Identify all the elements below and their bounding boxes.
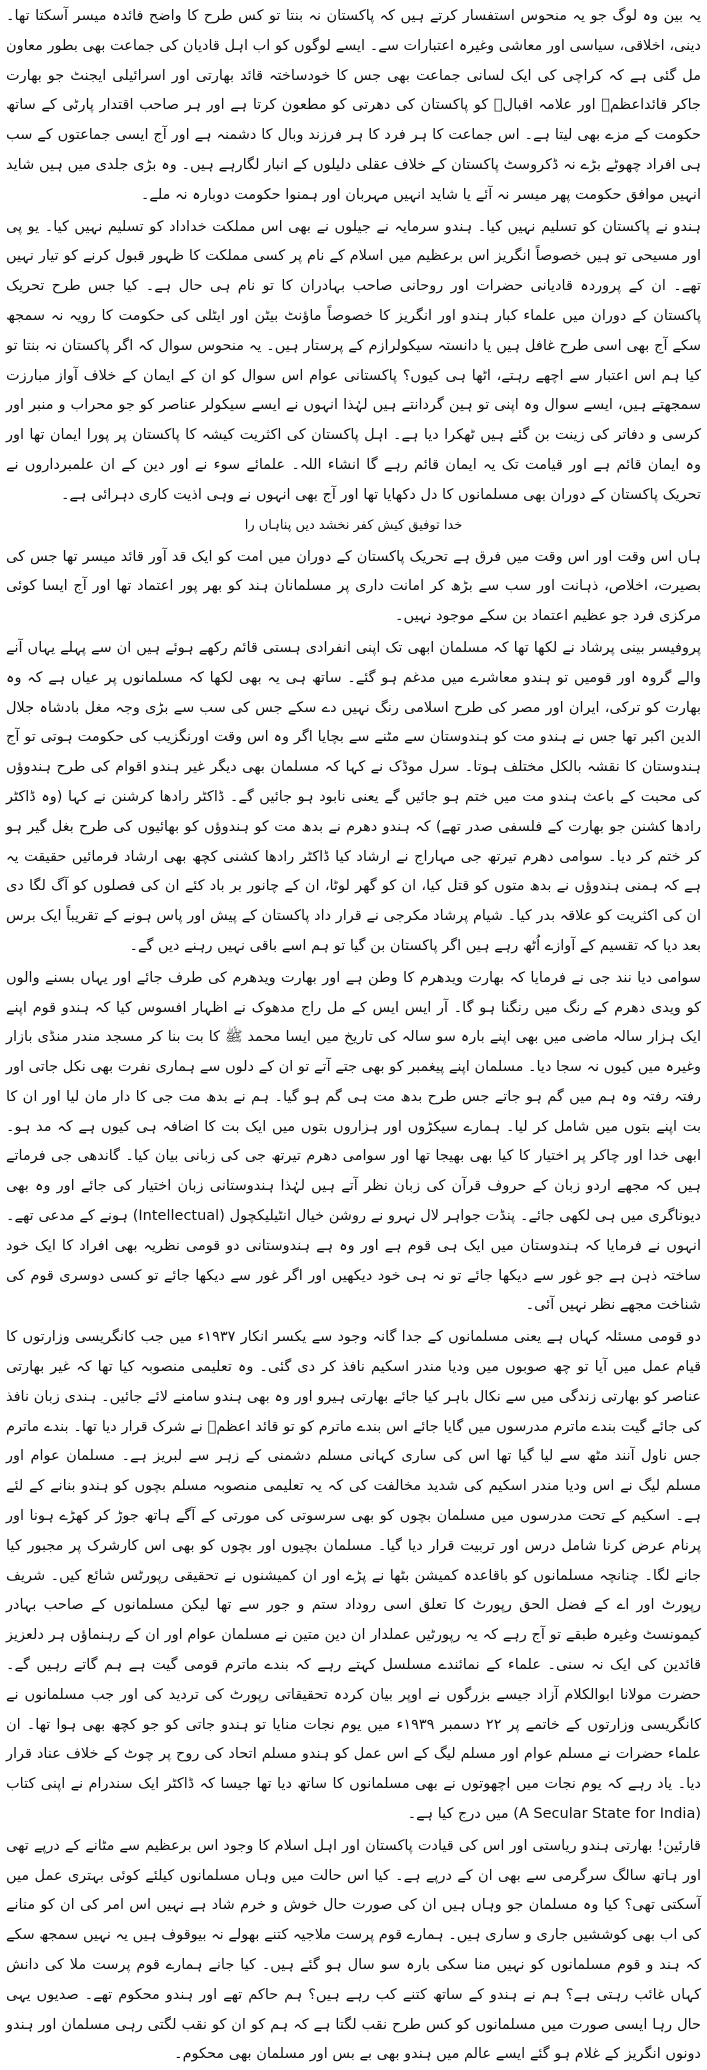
article-paragraph-3: ہاں اس وقت اور اس وقت میں فرق ہے تحریک پاکستان کے دوران میں امت کو ایک قد آور قائد میسر تھا جس کی بصیرت، اخلاص، ذہانت اور سب سے بڑھ کر امانت داری پر مسلمانان ہند کو بھر پور اعتماد تھا اور آج ایسا کوئی مرکزی فرد جو عظیم اعتماد بن سکے موجود نہیں۔ [6,548,701,625]
article-subheading: خدا توفیق کیش کفر نخشد دیں پناہاں را [244,517,463,533]
article-paragraph-5: سوامی دیا نند جی نے فرمایا کہ بھارت ویدھرم کا وطن ہے اور بھارت ویدھرم کی طرف جائے اور یہاں بسنے والوں کو ویدی دھرم کے رنگ میں رنگنا ہو گا۔ آر ایس ایس کے مل راج مدھوک نے اظہار افسوس کیا کہ ہندو قوم اپنے ایک ہزار سالہ ماضی میں بھی اپنے بارہ سو سالہ کی تاریخ میں ایسا محمد ﷺ کا بت بنا کر مسجد مندر منڈی بازار وغیرہ میں کیوں نہ سجا دیا۔ مسلمان اپنے پیغمبر کو بھی جتے آتے تو ان کے دلوں سے ہماری نفرت بھی نکل جاتی اور رفتہ رفتہ وہ ہم میں گم ہو جاتے جس طرح بدھ مت ہی گم ہو گیا۔ ہم نے بدھ مت جی کا دار مان لیا اور ان کا بت اپنے بتوں میں شامل کر لیا۔ ہمارے سیکڑوں اور ہزاروں بتوں میں ایک بت کا اضافہ ہی کیوں ہے کہ مد ہو۔ ابھی خدا اور چاکر پر اختیار کا کیا بھی بھیجا تھا اور سوامی دھرم تیرتھ جی کی زبانی بیان کیا۔ گاندھی جی فرماتے ہیں کہ مجھے اردو زبان کے حروف قرآن کی زبان نظر آتے ہیں لہٰذا ہندوستانی زبان اختیار کی جائے اور وہ بھی دیوناگری میں ہی لکھی جائے۔ پنڈت جواہر لال نہرو نے روشن خیال انٹیلیکچول (Intellectual) ہونے کے مدعی تھے۔ انہوں نے فرمایا کہ ہندوستان میں ایک ہی قوم ہے اور وہ ہے ہندوستانی دو قومی نظریہ بھی افراد کا ایک خود ساختہ ذہن ہے جو غور سے دیکھا جائے تو نہ ہی خود دیکھیں اور اگر غور سے دیکھا جائے تو کسی دوسری قوم کی شناخت مجھے نظر نہیں آئی۔ [6,969,701,1314]
article-paragraph-6: دو قومی مسئلہ کہاں ہے یعنی مسلمانوں کے جدا گانہ وجود سے یکسر انکار ۱۹۳۷ء میں جب کانگریسی وزارتوں کا قیام عمل میں آیا تو چھ صوبوں میں ودیا مندر اسکیم نافذ کر دی گئی۔ وہ تعلیمی منصوبہ کیا تھا کہ غیر بھارتی عناصر کو بھارتی زندگی میں سے نکال باہر کیا جائے بھارتی ہیرو اور وہ بھی ہندو سامنے لائے جائیں۔ ہندی زبان نافذ کی جائے گیت بندے ماترم مدرسوں میں گایا جائے اس بندے ماترم کو تو قائد اعظمؒ نے شرک قرار دیا تھا۔ بندے ماترم جس ناول آنند مٹھ سے لیا گیا تھا اس کی ساری کہانی مسلم دشمنی کے زہر سے لبریز ہے۔ مسلمان عوام اور مسلم لیگ نے اس ودیا مندر اسکیم کی شدید مخالفت کی کہ یہ تعلیمی منصوبہ مسلم بچوں کو ہندو بنانے کے لئے ہے۔ اسکیم کے تحت مدرسوں میں مسلمان بچوں کو بھی سرسوتی کی مورتی کے آگے ہاتھ جوڑ کر کھڑے ہونا اور پرنام عرض کرنا شامل درس اور تربیت قرار دیا گیا۔ مسلمان بچیوں اور بچوں کو بھی اس کارشرک پر مجبور کیا جانے لگا۔ چنانچہ مسلمانوں کو باقاعدہ کمیشن بٹھا نے پڑے اور ان کمیشنوں نے تحقیقی رپورٹس شائع کیں۔ شریف رپورٹ اور اے کے فضل الحق رپورٹ کا تعلق اسی روداد ستم و جور سے تھا لیکن مسلمانوں کے صاحب بہادر کیمونسٹ وغیرہ طبقے تو آج رہے کہ یہ رپورٹیں عملدار ان دین متین نے مسلمان عوام اور ان کے رہنماؤں ہر دلعزیز قائدین کی ایک نہ سنی۔ علماء کے نمائندے مسلسل کہتے رہے کہ بندے ماترم قومی گیت ہے ہم گاتے رہیں گے۔ حضرت مولانا ابوالکلام آزاد جیسے بزرگوں نے اوپر بیان کردہ تحقیقاتی رپورٹ کی تردید کی اور جب مسلمانوں نے کانگریسی وزارتوں کے خاتمے پر ۲۲ دسمبر ۱۹۳۹ء میں یوم نجات منایا تو ہندو جاتی کو جو کچھ بھی ہوا تھا۔ ان علماء حضرات نے مسلم عوام اور مسلم لیگ کے اس عمل کو ہندو مسلم اتحاد کی روح پر چوٹ کے خلاف عناد قرار دیا۔ یاد رہے کہ یوم نجات میں اچھوتوں نے بھی مسلمانوں کا ساتھ دیا تھا جیسا کہ ڈاکٹر ایک سندرام نے اپنی کتاب (A Secular State for India) میں درج کیا ہے۔ [6,1329,701,1823]
article-paragraph-1: یہ بین وہ لوگ جو یہ منحوس استفسار کرتے ہیں کہ پاکستان نہ بنتا تو کس طرح کا واضح فائدہ میسر آسکتا تھا۔ دینی، اخلاقی، سیاسی اور معاشی وغیرہ اعتبارات سے۔ ایسے لوگوں کو اب اہل قادیان کی جماعت بھی بطور معاون مل گئی ہے کہ کراچی کی ایک لسانی جماعت بھی جس کا خودساختہ قائد بھارتی اور اسرائیلی ایجنٹ جو بھارت جاکر قائداعظمؒ اور علامہ اقبالؒ کو پاکستان کی دھرتی کو مطعون کرتا ہے اور ہر صاحب اقتدار پارٹی کے ساتھ حکومت کے مزے بھی لیتا ہے۔ اس جماعت کا ہر فرد کا ہر فرزند وبال کا دشمنہ ہے اور آج ایسی جماعتوں کے سب ہی افراد چھوٹے بڑے نہ ڈکروسٹ پاکستان کے خلاف عقلی دلیلوں کے انبار لگارہے ہیں۔ وہ بڑی جلدی میں ہیں شاید انہیں موافق حکومت پھر میسر نہ آئے یا شاید انہیں مہربان اور ہمنوا حکومت دوبارہ نہ ملے۔ [6,8,701,203]
article-paragraph-7: قارئین! بھارتی ہندو ریاستی اور اس کی قیادت پاکستان اور اہل اسلام کا وجود اس برعظیم سے مٹانے کے درپے تھی اور ہاتھ سالگ سرگرمی سے بھی ان کے درپے ہے۔ کیا اس حالت میں وہاں مسلمانوں کیلئے کوئی بہتری عمل میں آسکتی تھی؟ کیا وہ مسلمان جو وہاں ہیں ان کی صورت حال خوش و خرم شاد ہے نہیں اس امر کی ان کو منانے کی اب بھی کوششیں جاری و ساری ہیں۔ ہمارے قوم پرست ملاجیہ کتنے بھولے نہ بیوقوف ہیں یہ نہیں سمجھ سکے کہ ہند و قوم مسلمانوں کو نہیں منا سکی بارہ سو سال ہو گئے ہیں۔ کیا جانے ہمارے قوم پرست ملا کی دانش کہاں غائب رہتی ہے؟ ہم نے ہندو کے ساتھ کتنے کب رہے ہیں؟ ہم حاکم تھے اور ہندو محکوم تھے۔ صدیوں یہی حال رہا ایسی صورت میں مسلمانوں کو کس طرح نقب لگتا ہے کہ ہم کو ان کو نقب لگتی رہی مسلمان اور ہندو دونوں انگریز کے غلام ہو گئے ایسے عالم میں ہندو بھی بے بس اور مسلمان بھی محکوم۔ [6,1837,701,2063]
article-paragraph-2: ہندو نے پاکستان کو تسلیم نہیں کیا۔ ہندو سرمایہ نے جیلوں نے بھی اس مملکت خداداد کو تسلیم نہیں کیا۔ یو پی اور مسیحی تو ہیں خصوصاً انگریز اس برعظیم میں اسلام کے نام پر کسی مملکت کا ظہور قبول کرنے کو تیار نہیں تھے۔ ان کے پروردہ قادیانی حضرات اور روحانی صاحب بہادران کا تو نام ہی حال ہے۔ کیا جس طرح تحریک پاکستان کے دوران میں علماء کبار ہندو اور انگریز کا خصوصاً ماؤنٹ بیٹن اور ایٹلی کی حکومت کا رویہ نہ سمجھ سکے آج بھی اسی طرح غافل ہیں یا دانستہ سیکولرازم کے پرستار ہیں۔ یہ منحوس سوال کہ اگر پاکستان نہ بنتا تو کیا ہم اس اعتبار سے اچھے رہتے، اٹھا ہی کیوں؟ پاکستانی عوام اس سوال کو ان کے ایمان کے خلاف آواز مبارزت سمجھتے ہیں، ایسے سوال وہ اپنی تو ہین گردانتے ہیں لہٰذا انہوں نے ایسے سیکولر عناصر کو جو محراب و منبر اور کرسی و دفاتر کی زینت بن گئے ہیں ٹھکرا دیا ہے۔ اہل پاکستان کی اکثریت کیشہ کا پاکستان پر پورا ایمان تھا اور وہ ایمان قائم ہے اور قیامت تک یہ ایمان قائم رہے گا انشاء اللہ۔ علمائے سوء نے اور دین کے ان علمبرداروں نے تحریک پاکستان کے دوران بھی مسلمانوں کا دل دکھایا تھا اور آج بھی انہوں نے وہی اذیت کاری دہرائی ہے۔ [6,218,701,503]
article-paragraph-4: پروفیسر بینی پرشاد نے لکھا تھا کہ مسلمان ابھی تک اپنی انفرادی ہستی قائم رکھے ہوئے ہیں ان سے پہلے یہاں آنے والے گروہ اور قومیں تو ہندو معاشرے میں مدغم ہو گئے۔ ساتھ ہی یہ بھی لکھا کہ مسلمانوں پر عیاں ہے کہ وہ بھارت کو ترکی، ایران اور مصر کی طرح اسلامی رنگ نہیں دے سکے جس کی سب سے بڑی وجہ مغل بادشاہ جلال الدین اکبر تھا جس نے ہندو مت کو ہندوستان سے مٹنے سے بچایا اگر وہ اس وقت اورنگزیب کی حکومت ہوتی تو آج ہندوستان کا نقشہ بالکل مختلف ہوتا۔ سرل موڈک نے کہا کہ مسلمان بھی دیگر غیر ہندو اقوام کی طرح ہندوؤں کی محبت کے باعث ہندو مت میں ختم ہو جائیں گے یعنی نابود ہو جائیں گے۔ ڈاکٹر رادھا کرشنن نے کہا (وہ ڈاکٹر رادھا کشنن جو بھارت کے فلسفی صدر تھے) کہ ہندو دھرم نے بدھ مت کو ہندوؤں کو بھائیوں کی طرح بغل گیر ہو کر ختم کر دیا۔ سوامی دھرم تیرتھ جی مہاراج نے ارشاد کیا ڈاکٹر رادھا کشنی کچھ بھی ارشاد فرمائیں حقیقت یہ ہے کہ ہمنی ہندوؤں نے بدھ متوں کو قتل کیا، ان کو گھر لوٹا، ان کے چانور بر باد کئے ان کی فصلوں کو آگ لگا دی ان کی اکثریت کو علاقہ بدر کیا۔ شیام پرشاد مکرجی نے قرار داد پاکستان کے پیش اور پاس ہونے کے تقریباً ایک برس بعد دیا کہ تقسیم کے آوازے اُٹھ رہے ہیں اگر پاکستان بن گیا تو ہم اسے باقی نہیں رہنے دیں گے۔ [6,639,701,954]
